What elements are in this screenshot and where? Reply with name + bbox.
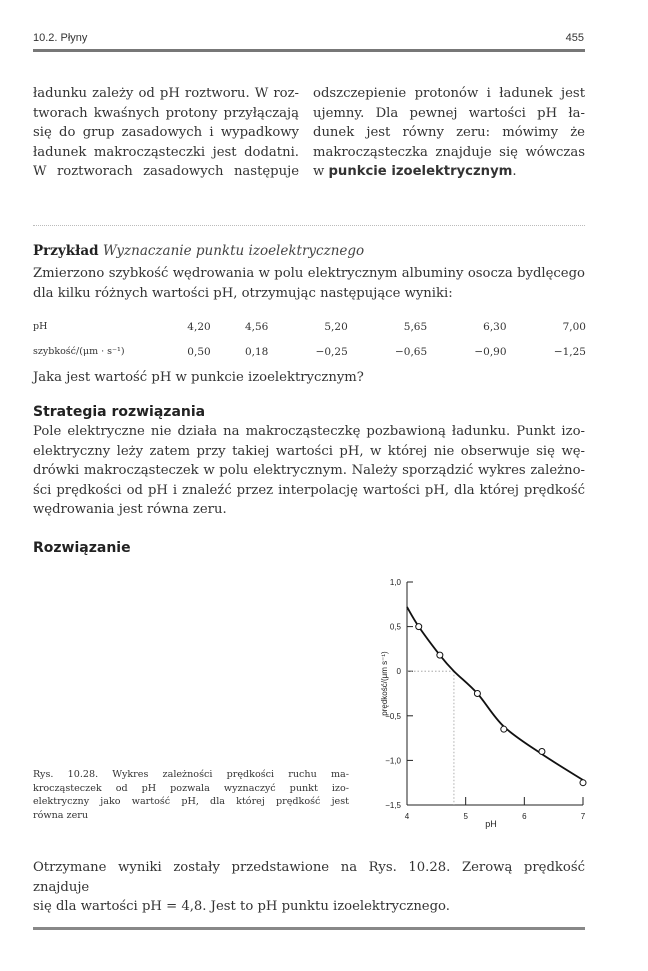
intro-text: . — [512, 164, 517, 180]
caption-line: elektryczny jako wartość pH, dla której prędkość jest — [33, 796, 349, 808]
strategy-line: drówki makrocząsteczek w polu elektrycznym. Należy sporządzić wykres zależno- — [33, 463, 585, 479]
example-title: Wyznaczanie punktu izoelektrycznego — [102, 243, 365, 259]
result-line: Otrzymane wyniki zostały przedstawione na Rys. 10.28. Zerową prędkość znajduje — [33, 860, 585, 895]
intro-text: w — [313, 164, 329, 180]
data-point — [437, 652, 443, 658]
term-isoelectric-point: punkcie izoelektrycznym — [328, 164, 513, 180]
caption-line: równa zeru — [33, 809, 89, 821]
table-row-label: pH — [33, 321, 48, 332]
table-cell: 0,50 — [187, 345, 211, 358]
table-row — [33, 339, 586, 364]
intro-right-line: odszczepienie protonów i ładunek jest — [313, 86, 585, 101]
example-top-divider — [33, 225, 585, 226]
example-text — [33, 264, 585, 303]
strategy-text — [33, 422, 585, 520]
y-axis-label: prędkość/(μm s⁻¹) — [380, 651, 389, 716]
example-heading — [33, 243, 364, 259]
x-tick-label: 5 — [463, 812, 468, 821]
intro-left-line: ładunek makrocząsteczki jest dodatni. — [33, 144, 299, 160]
intro-right-column — [313, 84, 585, 182]
strategy-line: elektryczny leży zatem przy takiej wartości pH, w której nie obserwuje się wę- — [33, 443, 585, 459]
data-point — [539, 748, 545, 754]
intro-left-line: ładunku zależy od pH roztworu. W roz- — [33, 86, 299, 101]
ph-velocity-chart — [355, 565, 605, 840]
table-cell: −0,25 — [315, 345, 348, 358]
x-axis-label: pH — [485, 819, 497, 829]
intro-right-line: ujemny. Dla pewnej wartości pH ła- — [313, 105, 585, 121]
intro-left-line: się do grup zasadowych i wypadkowy — [33, 125, 299, 141]
result-line: się dla wartości pH = 4,8. Jest to pH punktu izoelektrycznego. — [33, 899, 450, 915]
table-cell: 5,65 — [403, 320, 428, 333]
caption-line: krocząsteczek od pH pozwala wyznaczyć punkt izo- — [33, 782, 349, 794]
example-text-line: Zmierzono szybkość wędrowania w polu elektrycznym albuminy osocza bydlęcego — [33, 266, 585, 281]
table-row-label: szybkość/(μm · s⁻¹) — [33, 346, 125, 357]
table-cell: 6,30 — [483, 320, 507, 333]
y-tick-label: −1,5 — [385, 801, 401, 810]
intro-right-line: makrocząsteczka znajduje się wówczas — [313, 144, 585, 160]
fitted-curve — [407, 607, 583, 780]
footer-rule — [33, 927, 585, 930]
figure-caption — [33, 768, 349, 822]
data-point — [501, 726, 507, 732]
table-cell: −0,65 — [394, 345, 428, 358]
table-cell: −1,25 — [553, 345, 586, 358]
table-cell: 0,18 — [244, 345, 269, 358]
x-tick-label: 7 — [580, 812, 586, 821]
question-line: Jaka jest wartość pH w punkcie izoelektrycznym? — [33, 370, 364, 385]
strategy-line: ści prędkości od pH i znaleźć przez interpolację wartości pH, dla której prędkość — [33, 482, 585, 498]
strategy-heading: Strategia rozwiązania — [33, 404, 206, 420]
data-point — [580, 780, 586, 786]
data-point — [416, 624, 422, 630]
y-tick-label: 0,5 — [389, 622, 401, 632]
strategy-line: wędrowania jest równa zeru. — [33, 502, 227, 518]
y-tick-label: −1,0 — [385, 756, 401, 766]
example-text-line: dla kilku różnych wartości pH, otrzymując następujące wyniki: — [33, 285, 453, 301]
page-number: 455 — [565, 32, 584, 44]
table-cell: 4,20 — [187, 320, 211, 333]
x-tick-label: 4 — [404, 812, 410, 821]
x-tick-label: 6 — [522, 812, 527, 821]
header-rule — [33, 49, 585, 52]
data-point — [474, 691, 480, 697]
y-tick-label: −0,5 — [385, 711, 401, 721]
running-header-section: 10.2. Płyny — [33, 32, 88, 44]
intro-left-column — [33, 84, 299, 182]
example-label: Przykład — [33, 243, 99, 259]
intro-left-line: W roztworach zasadowych następuje — [33, 164, 299, 180]
intro-right-line-last — [313, 162, 585, 182]
caption-line: Rys. 10.28. Wykres zależności prędkości ruchu ma- — [33, 769, 349, 780]
table-cell: 4,56 — [244, 320, 269, 333]
intro-right-line: dunek jest równy zeru: mówimy że — [313, 125, 585, 141]
example-question — [33, 368, 585, 388]
table-cell: −0,90 — [474, 345, 507, 358]
solution-heading: Rozwiązanie — [33, 540, 131, 556]
y-tick-label: 0 — [396, 667, 401, 677]
y-tick-label: 1,0 — [389, 578, 401, 587]
result-text — [33, 858, 585, 917]
table-cell: 7,00 — [562, 320, 586, 333]
intro-left-line: tworach kwaśnych protony przyłączają — [33, 105, 299, 121]
data-table — [33, 314, 586, 364]
table-row — [33, 314, 586, 339]
table-cell: 5,20 — [324, 320, 348, 333]
strategy-line: Pole elektryczne nie działa na makrocząsteczkę pozbawioną ładunku. Punkt izo- — [33, 424, 585, 439]
